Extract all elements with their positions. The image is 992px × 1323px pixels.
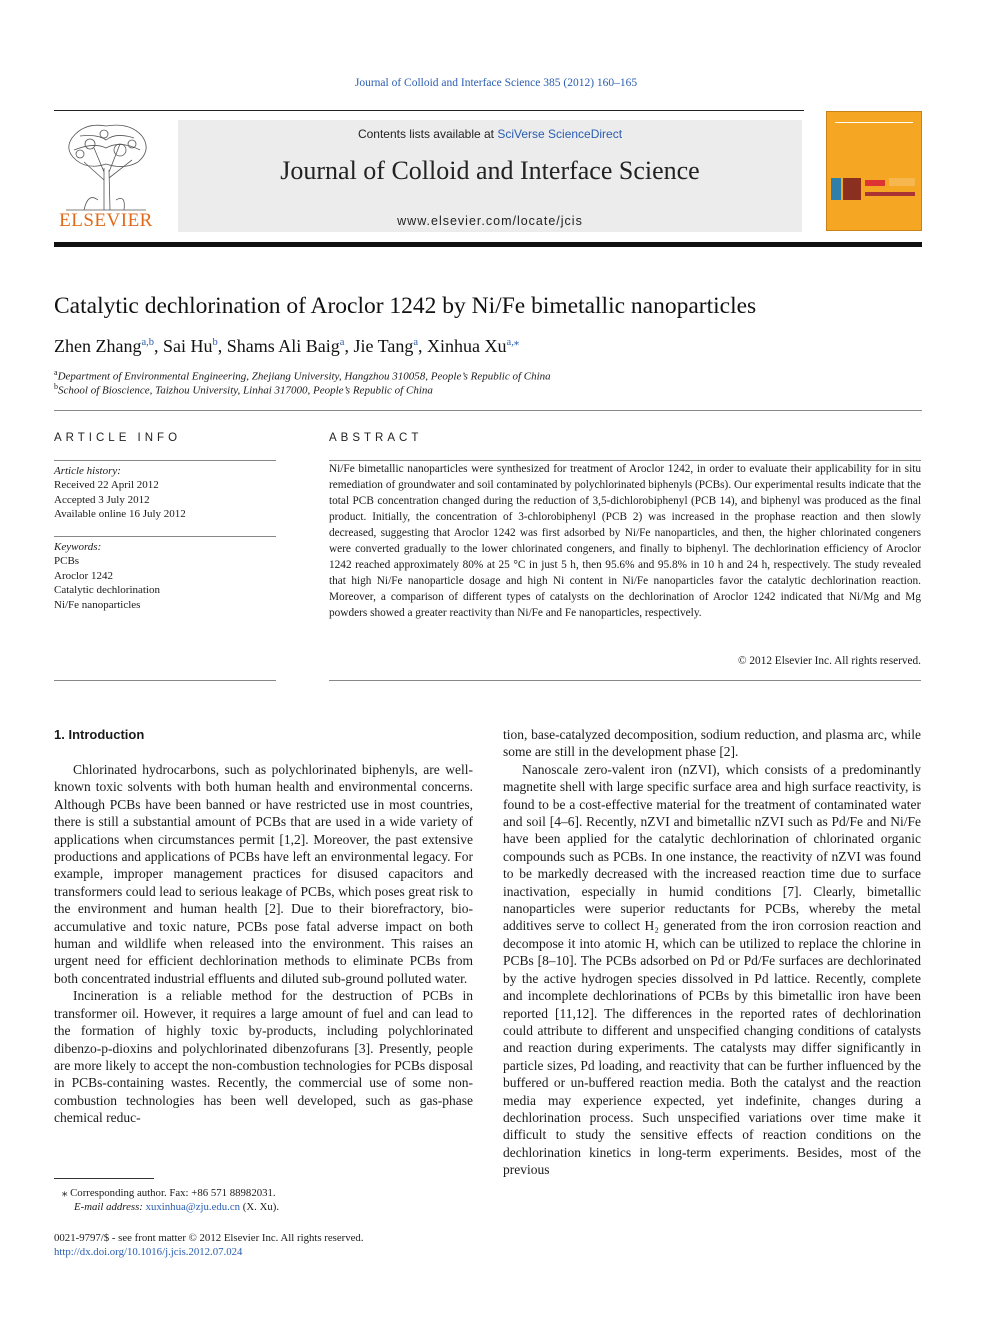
footnote-rule [54, 1178, 154, 1179]
abstract-copyright: © 2012 Elsevier Inc. All rights reserved. [737, 655, 921, 667]
header-rule [54, 110, 804, 111]
author-name[interactable]: Jie Tang [353, 336, 414, 356]
article-history: Article history: Received 22 April 2012 Accepted 3 July 2012 Available online 16 July 2012 [54, 465, 186, 521]
paragraph: Chlorinated hydrocarbons, such as polychlorinated biphenyls, are well-known toxic solvents with both human health and environmental concerns. Although PCBs have been banned or have restricted use in most countries, there is still a substantial amount of PCBs that are used in a wide variety of applications when circumstances permit [1,2]. Moreover, the past extensive productions and applications of PCBs have left an environmental legacy. For example, improper management practices for disused capacitors and transformers could lead to serious leakage of PCBs, which poses great risk to the environment and human health [2]. Due to their biorefractory, bio-accumulative and toxic nature, PCBs pose fatal adverse impact on both human and wildlife when released into the environment. This raises an urgent need for efficient dechlorination methods to eliminate PCBs from both concentrated industrial effluents and diluted sub-ground polluted water. [54, 762, 473, 986]
journal-masthead [178, 120, 802, 232]
paragraph: tion, base-catalyzed decomposition, sodium reduction, and plasma arc, while some are still in the development phase [2]. [503, 727, 921, 760]
tree-icon [54, 120, 158, 212]
doi-link[interactable]: http://dx.doi.org/10.1016/j.jcis.2012.07.024 [54, 1246, 243, 1258]
article-info-heading: ARTICLE INFO [54, 432, 182, 444]
info-bottom-rule [54, 680, 276, 681]
article-title: Catalytic dechlorination of Aroclor 1242 by Ni/Fe bimetallic nanoparticles [54, 293, 757, 319]
keywords: Keywords: PCBs Aroclor 1242 Catalytic dechlorination Ni/Fe nanoparticles [54, 541, 160, 611]
running-head[interactable]: Journal of Colloid and Interface Science 385 (2012) 160–165 [354, 77, 638, 89]
abstract-bottom-rule [329, 680, 921, 681]
body-right-column [503, 726, 921, 1179]
contents-line: Contents lists available at SciVerse ScienceDirect [357, 127, 623, 141]
affiliation-b: $^b$School of Bioscience, Taizhou University, Linhai 317000, People’s Republic of China [54, 382, 433, 397]
author-name[interactable]: Shams Ali Baig [226, 336, 340, 356]
author-name[interactable]: Sai Hu [163, 336, 213, 356]
sciencedirect-link[interactable]: SciVerse ScienceDirect [497, 127, 623, 141]
journal-cover-thumbnail[interactable] [826, 111, 922, 231]
author-affiliation-marker[interactable]: a [339, 337, 345, 348]
author-affiliation-marker[interactable]: a [413, 337, 419, 348]
issn-line: 0021-9797/$ - see front matter © 2012 Elsevier Inc. All rights reserved. [54, 1232, 364, 1244]
paragraph: Incineration is a reliable method for the destruction of PCBs in transformer oil. However, it requires a large amount of fuel and can lead to the formation of highly toxic by-products, including polychlorinated dibenzo-p-dioxins and polychlorinated dibenzofurans [3]. Presently, people are more likely to accept the non-combustion technologies for PCBs disposal in PCBs-containing wastes. Recently, the commercial use of some non-combustion technologies has been well developed, such as gas-phase chemical reduc- [54, 988, 473, 1126]
affiliation-a: $^a$Department of Environmental Engineering, Zhejiang University, Hangzhou 310058, People’s Republic of China [54, 368, 551, 383]
journal-title: Journal of Colloid and Interface Science [280, 156, 700, 185]
section-heading-introduction: 1. Introduction [54, 727, 145, 742]
author-list: Zhen Zhang$^{a,b}$, Sai Hu$^b$, Shams Ali Baig$^a$, Jie Tang$^a$, Xinhua $Xu^{a,⁎}$ [54, 336, 520, 356]
abstract-heading: ABSTRACT [329, 432, 423, 444]
author-affiliation-marker[interactable]: a,⁎ [506, 337, 520, 348]
author-affiliation-marker[interactable]: b [212, 337, 218, 348]
email-note: E-mail address: xuxinhua@zju.edu.cn (X. Xu). [74, 1201, 280, 1213]
body-left-column [54, 761, 473, 1127]
email-link[interactable]: xuxinhua@zju.edu.cn [145, 1201, 241, 1213]
masthead-rule [54, 242, 922, 247]
journal-url[interactable]: www.elsevier.com/locate/jcis [397, 214, 583, 228]
abstract-text: Ni/Fe bimetallic nanoparticles were synthesized for treatment of Aroclor 1242, in order to evaluate their applicability for in situ remediation of groundwater and soil contaminated by polychlorinated biphenyls (PCBs). Our experimental results indicate that the total PCB concentration changed during the reduction of 3,5-dichlorobiphenyl (PCB 14), and biphenyl was produced as the final product. Initially, the concentration of 3-chlorobiphenyl (PCB 2) was increased in the prophase reaction and then slowly decreased, suggesting that Aroclor 1242 was first adsorbed by Ni/Fe nanoparticles, and then, the higher chlorinated congeners were converted gradually to the lower chlorinated congeners, and finally to biphenyl. The dechlorination efficiency of Aroclor 1242 reached approximately 80% at 25 °C in just 5 h, then 95.6% and 95.8% in 10 h and 24 h, respectively. The study revealed that high Ni/Fe nanoparticle dosage and high Ni content in Ni/Fe nanoparticles favor the catalytic dechlorination reaction. Moreover, a comparison of different types of catalysts on the dechlorination of Aroclor 1242 indicated that Ni/Mg and Mg powders showed a greater reactivity than Ni/Fe and Fe nanoparticles, respectively. [329, 463, 921, 619]
keywords-rule [54, 536, 276, 537]
author-affiliation-marker[interactable]: a,b [141, 337, 155, 348]
elsevier-logo[interactable] [54, 120, 158, 232]
author-name[interactable]: Xinhua Xu [427, 336, 507, 356]
corresponding-author-note: ⁎ Corresponding author. Fax: +86 571 88982031. [62, 1187, 276, 1199]
author-name[interactable]: Zhen Zhang [54, 336, 142, 356]
info-rule [54, 460, 276, 461]
publisher-name: ELSEVIER [59, 210, 153, 231]
affiliation-rule [54, 410, 922, 411]
paragraph: Nanoscale zero-valent iron (nZVI), which consists of a predominantly magnetite shell with large specific surface area and high surface reactivity, is found to be a cost-effective material for the treatment of contaminated water and soil [4–6]. Recently, nZVI and bimetallic nZVI such as Pd/Fe and Ni/Fe have been applied for the catalytic dechlorination of chlorinated organic compounds such as PCBs. In one instance, the reactivity of nZVI was found to be markedly decreased with the increased reaction time due to surface inactivation, especially in humid conditions [7]. Clearly, bimetallic nanoparticles were superior reductants for PCBs, whereby the metal additives serve to collect H₂ generated from the iron corrosion reaction and decompose it into atomic H, which can be utilized to replace the chlorine in PCBs [8–10]. The PCBs adsorbed on Pd or Pd/Fe surfaces are dechlorinated by the active hydrogen species dissolved in Pd lattice. Recently, complete and incomplete dechlorinations of PCBs by this bimetallic iron have been reported [11,12]. The differences in the reported rates of dechlorination could attribute to different and unspecified changing conditions of catalysts and reaction during experiments. The catalysts may differ significantly in particle sizes, Pd loading, and reactivity that can be further influenced by the buffered or un-buffered reaction media. Both the catalyst and the reaction media may experience expected, yet indefinite, changes during a dechlorination process. Such unspecified variations over time make it difficult to study the sensitive effects of reaction conditions on the dechlorination kinetics in long-term experiments. Besides, most of the previous [503, 761, 921, 1178]
